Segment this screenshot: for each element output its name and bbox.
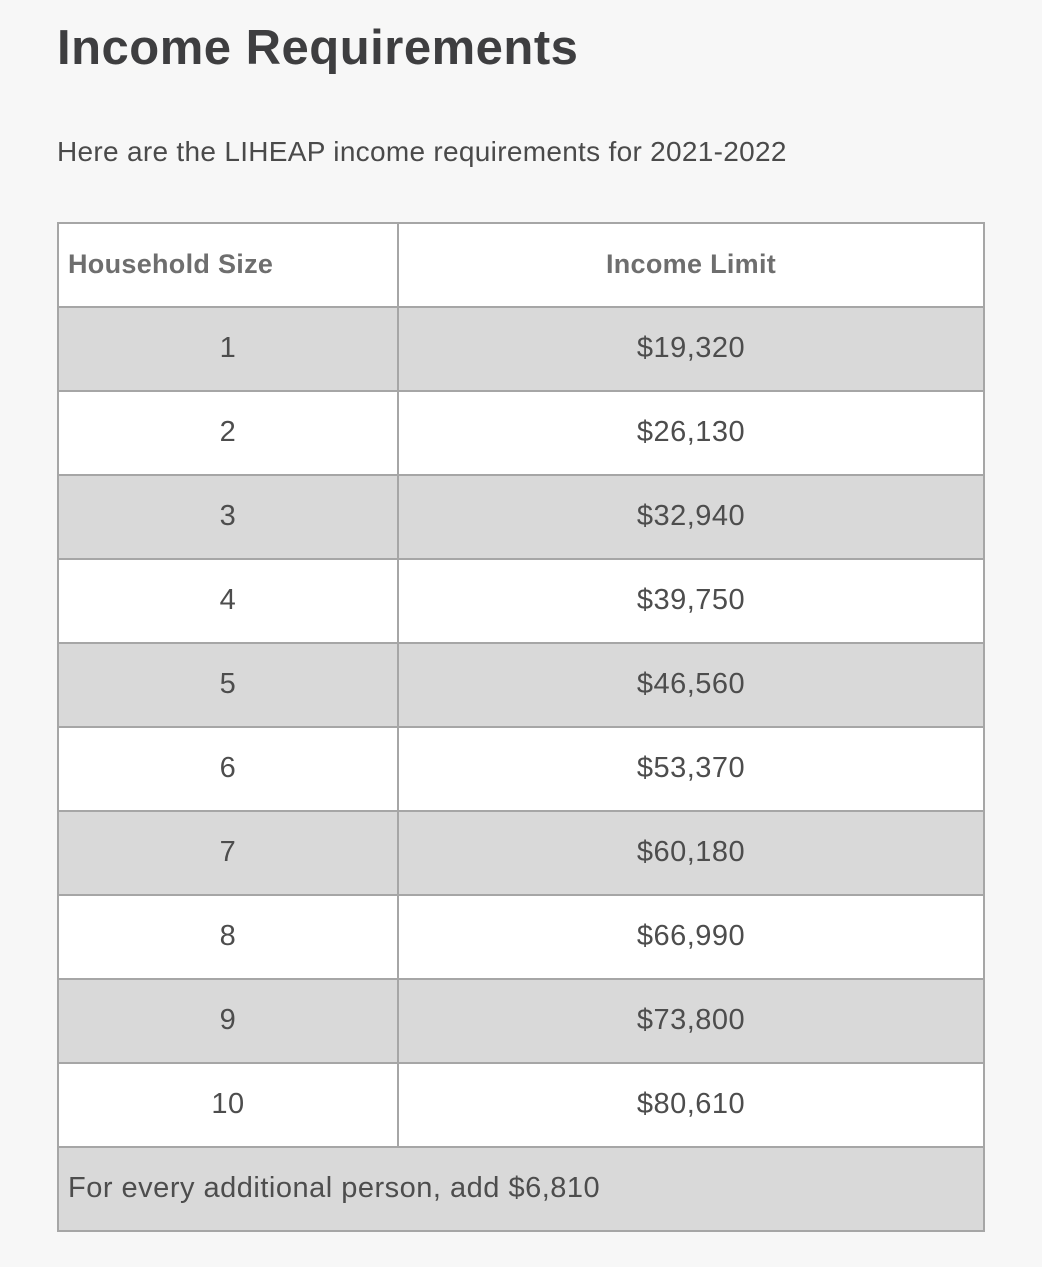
- income-limit-cell: $46,560: [398, 643, 984, 727]
- household-size-cell: 3: [58, 475, 398, 559]
- table-body: [58, 307, 984, 1147]
- table-footer-row: [58, 1147, 984, 1231]
- table-row: [58, 727, 984, 811]
- income-limit-cell: $53,370: [398, 727, 984, 811]
- income-limit-cell: $73,800: [398, 979, 984, 1063]
- page-title: Income Requirements: [57, 21, 579, 75]
- household-size-cell: 6: [58, 727, 398, 811]
- table-row: [58, 643, 984, 727]
- income-limit-cell: $32,940: [398, 475, 984, 559]
- column-header-income-limit: Income Limit: [398, 223, 984, 307]
- table-row: [58, 1063, 984, 1147]
- table-header-row: [58, 223, 984, 307]
- table-row: [58, 811, 984, 895]
- income-limit-cell: $80,610: [398, 1063, 984, 1147]
- income-limit-cell: $60,180: [398, 811, 984, 895]
- income-limit-cell: $39,750: [398, 559, 984, 643]
- income-limit-cell: $66,990: [398, 895, 984, 979]
- household-size-cell: 10: [58, 1063, 398, 1147]
- column-header-household-size: Household Size: [58, 223, 398, 307]
- household-size-cell: 7: [58, 811, 398, 895]
- table-row: [58, 979, 984, 1063]
- table-row: [58, 895, 984, 979]
- table-row: [58, 559, 984, 643]
- household-size-cell: 9: [58, 979, 398, 1063]
- household-size-cell: 1: [58, 307, 398, 391]
- household-size-cell: 4: [58, 559, 398, 643]
- page-subtitle: Here are the LIHEAP income requirements for 2021-2022: [57, 135, 787, 167]
- income-requirements-table: [57, 222, 985, 1232]
- additional-person-note: For every additional person, add $6,810: [58, 1147, 984, 1231]
- table-row: [58, 391, 984, 475]
- table-row: [58, 475, 984, 559]
- table-row: [58, 307, 984, 391]
- income-limit-cell: $26,130: [398, 391, 984, 475]
- household-size-cell: 8: [58, 895, 398, 979]
- income-limit-cell: $19,320: [398, 307, 984, 391]
- household-size-cell: 5: [58, 643, 398, 727]
- household-size-cell: 2: [58, 391, 398, 475]
